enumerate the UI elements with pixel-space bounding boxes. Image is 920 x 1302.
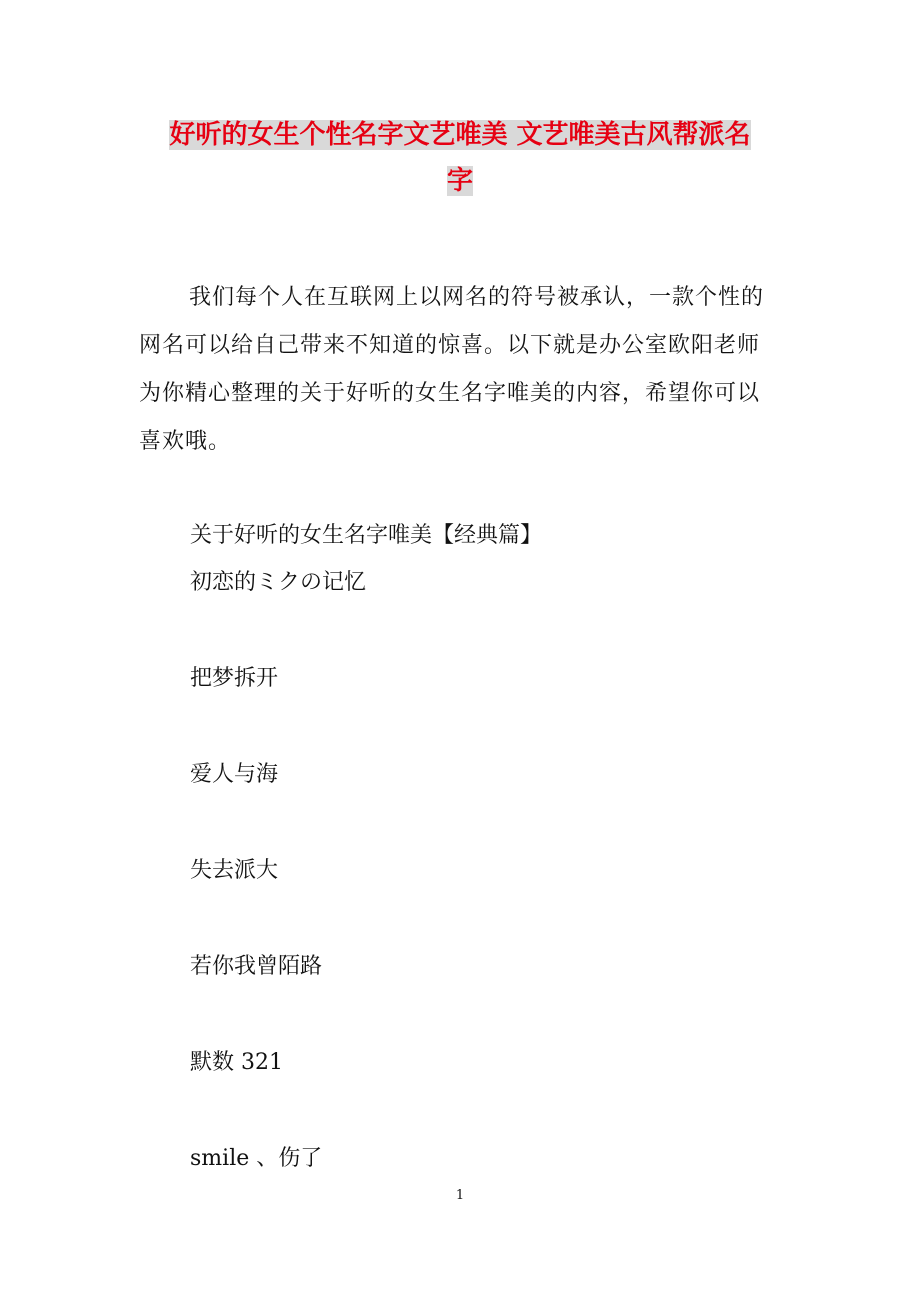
- list-item: 失去派大: [190, 858, 279, 883]
- list-item: 爱人与海: [190, 762, 279, 787]
- section-heading: 关于好听的女生名字唯美【经典篇】: [190, 523, 543, 548]
- document-title: [120, 112, 800, 204]
- title-line-1: 好听的女生个性名字文艺唯美 文艺唯美古风帮派名: [169, 120, 751, 150]
- page-number: 1: [455, 1188, 465, 1203]
- list-item: 默数 321: [190, 1050, 283, 1075]
- list-item: 把梦拆开: [190, 666, 279, 691]
- intro-paragraph: 我们每个人在互联网上以网名的符号被承认，一款个性的网名可以给自己带来不知道的惊喜。以下就是办公室欧阳老师为你精心整理的关于好听的女生名字唯美的内容，希望你可以喜欢哦。: [139, 285, 765, 454]
- title-line-2: 字: [446, 166, 473, 196]
- name-list: [190, 565, 366, 1237]
- list-item: smile 、伤了: [190, 1146, 323, 1171]
- list-item: 若你我曾陌路: [190, 954, 323, 979]
- list-item: 初恋的ミクの记忆: [190, 570, 367, 595]
